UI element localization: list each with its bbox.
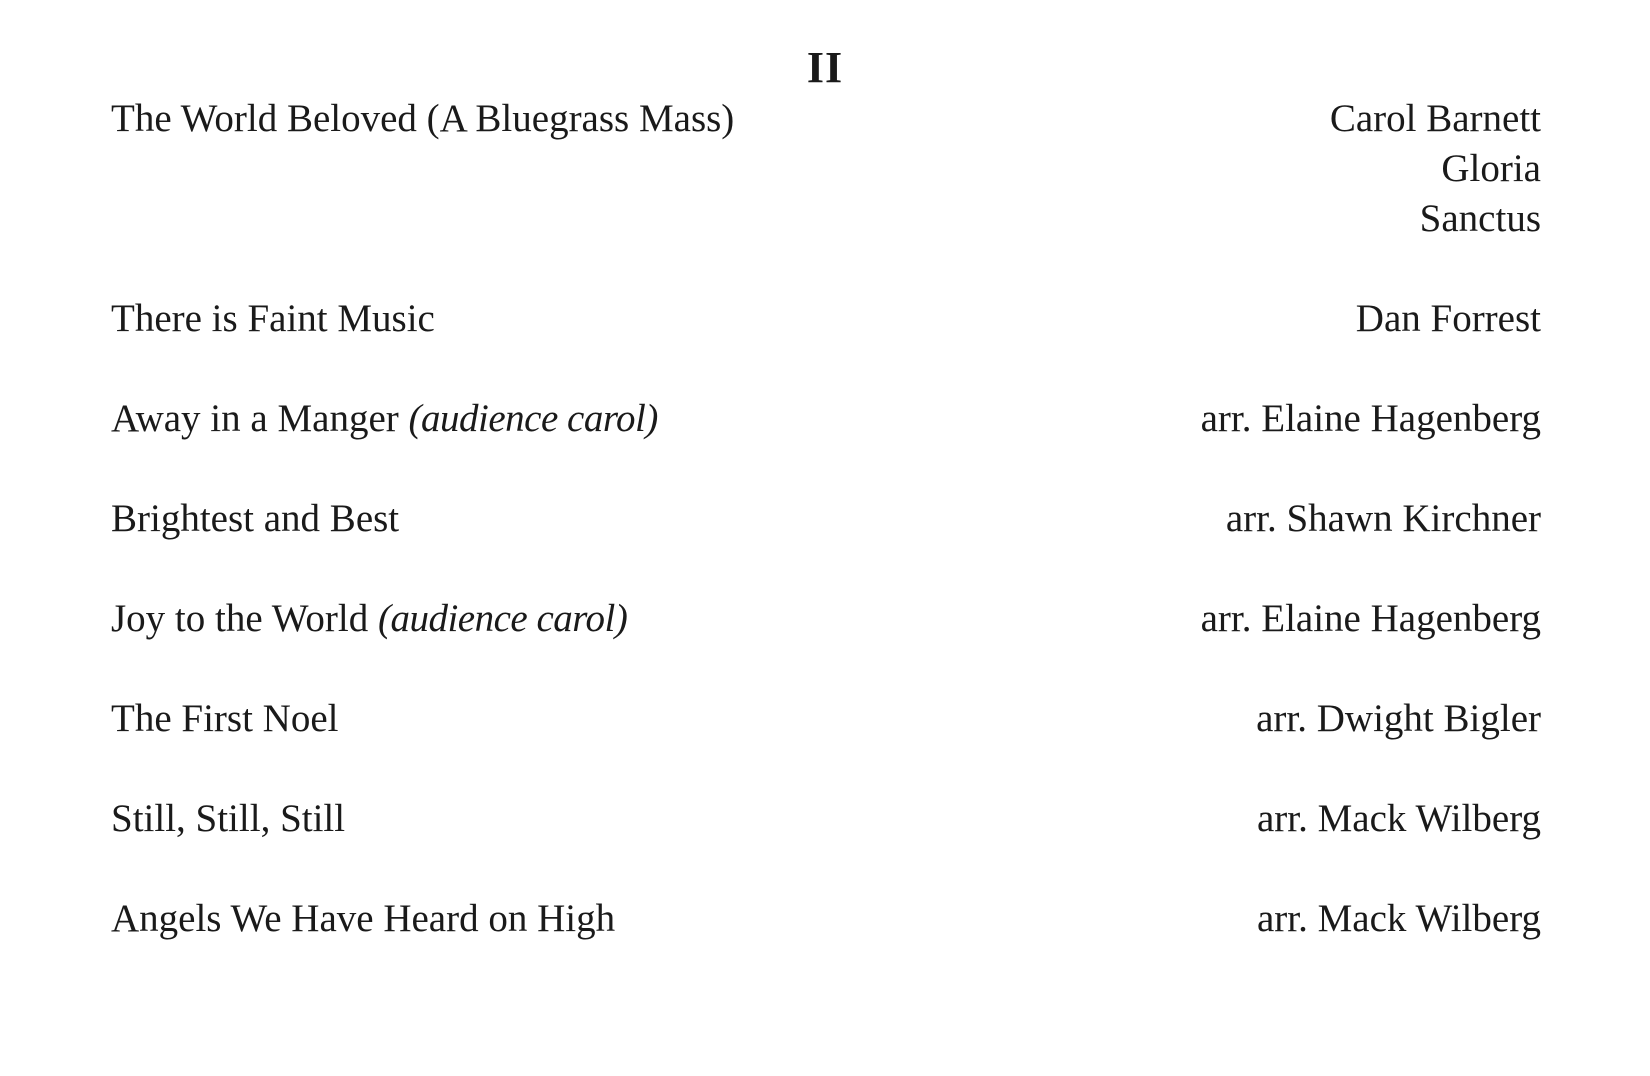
work-title-line bbox=[111, 494, 399, 544]
work-title: Angels We Have Heard on High bbox=[111, 897, 616, 940]
credits bbox=[1257, 894, 1541, 944]
work-title-line bbox=[111, 294, 435, 344]
work-title-line bbox=[111, 894, 615, 944]
work-note: (audience carol) bbox=[408, 397, 658, 440]
section-title: II bbox=[806, 43, 844, 92]
program-item bbox=[111, 594, 1541, 644]
work-title: There is Faint Music bbox=[111, 297, 435, 340]
program-list bbox=[111, 94, 1541, 944]
credits bbox=[1201, 594, 1541, 644]
work-title: The First Noel bbox=[111, 697, 339, 740]
work-title-line bbox=[111, 794, 345, 844]
credits bbox=[1226, 494, 1541, 544]
composer: arr. Elaine Hagenberg bbox=[1200, 597, 1541, 640]
credits bbox=[1257, 794, 1541, 844]
work-title-line bbox=[111, 394, 658, 444]
program-item bbox=[111, 394, 1541, 444]
composer: arr. Mack Wilberg bbox=[1257, 797, 1541, 840]
program-item bbox=[111, 894, 1541, 944]
composer: arr. Mack Wilberg bbox=[1257, 897, 1541, 940]
work-title-line bbox=[111, 94, 734, 144]
program-item bbox=[111, 694, 1541, 744]
movement: Gloria bbox=[1441, 147, 1541, 190]
work-note: (audience carol) bbox=[377, 597, 628, 640]
credits bbox=[1201, 394, 1541, 444]
program-item bbox=[111, 294, 1541, 344]
program-item bbox=[111, 94, 1541, 244]
composer: arr. Shawn Kirchner bbox=[1225, 497, 1541, 540]
composer: arr. Dwight Bigler bbox=[1256, 697, 1541, 740]
work-title: The World Beloved (A Bluegrass Mass) bbox=[111, 97, 735, 140]
composer: Dan Forrest bbox=[1355, 297, 1541, 340]
credits bbox=[1256, 694, 1541, 744]
composer: Carol Barnett bbox=[1329, 97, 1541, 140]
movement: Sanctus bbox=[1419, 197, 1541, 240]
work-title: Still, Still, Still bbox=[111, 797, 346, 840]
work-title: Away in a Manger bbox=[111, 397, 399, 440]
work-title: Joy to the World bbox=[111, 597, 369, 640]
work-title-line bbox=[111, 594, 627, 644]
credits bbox=[1330, 94, 1541, 244]
program-item bbox=[111, 794, 1541, 844]
composer: arr. Elaine Hagenberg bbox=[1200, 397, 1541, 440]
credits bbox=[1356, 294, 1541, 344]
work-title: Brightest and Best bbox=[111, 497, 400, 540]
work-title-line bbox=[111, 694, 338, 744]
program-item bbox=[111, 494, 1541, 544]
